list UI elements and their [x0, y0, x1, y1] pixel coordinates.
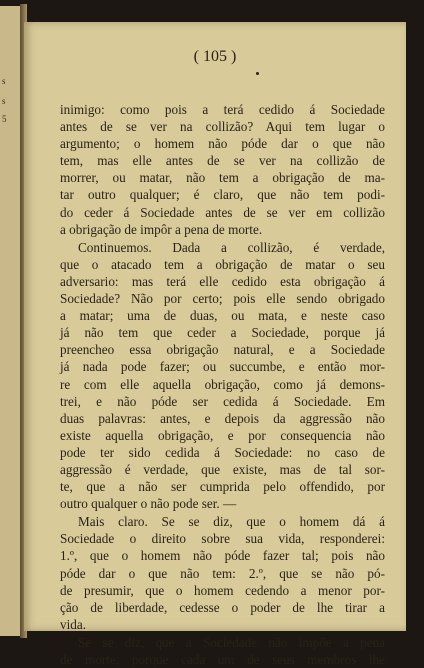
page-body: [60, 101, 385, 668]
text-line: trei, e não póde ser cedida á Sociedade. Em: [60, 393, 385, 409]
text-line: aggressão é verdade, que existe, mas de tal sor-: [60, 461, 385, 477]
text-line: vida.: [60, 616, 87, 632]
text-line: a matar; uma de duas, ou mata, e neste caso: [60, 308, 385, 324]
text-line: de presumir, que o homem cedendo a menor por-: [60, 582, 385, 598]
text-line: adversario: mas terá elle cedido esta obrigação á: [60, 273, 385, 289]
text-line: que o atacado tem a obrigação de matar o seu: [60, 256, 385, 272]
paragraph: [60, 239, 385, 513]
text-line: já nada pode fazer; ou succumbe, e então mor-: [60, 359, 385, 375]
text-line: a obrigação de impôr a pena de morte.: [60, 221, 263, 237]
text-line: preencheo essa obrigação natural, e a Sociedade: [60, 342, 385, 358]
text-line: argumento; o homem não póde dar o que não: [60, 136, 385, 152]
previous-page-mark: 5: [2, 114, 7, 124]
previous-page-mark: s: [2, 96, 6, 106]
text-line: de morte; porque cada um de seus membros lhe: [60, 652, 385, 667]
text-line: ção de liberdade, cedesse o poder de lhe tirar a: [60, 599, 385, 615]
ink-spot: [256, 72, 259, 75]
text-line: pode ter sido cedida á Sociedade: no caso de: [60, 444, 385, 460]
paragraph: [60, 634, 385, 668]
page-number: ( 105 ): [193, 48, 237, 65]
paragraph: [60, 101, 385, 238]
previous-page-edge: [0, 6, 21, 636]
text-line: póde dar o que não tem: 2.º, que se não pó-: [60, 565, 385, 581]
text-line: Se se diz, que a Sociedade não impõe a pena: [78, 634, 385, 650]
text-line: já não tem que ceder a Sociedade, porque já: [60, 325, 385, 341]
book-page: [24, 22, 406, 667]
text-line: inimigo: como pois a terá cedido á Sociedade: [60, 102, 385, 117]
text-line: tem, mas elle antes de se ver na collizão de: [60, 153, 385, 169]
previous-page-mark: s: [2, 76, 6, 86]
text-line: tar outro qualquer; é claro, que não tem podi-: [60, 187, 385, 203]
text-line: Sociedade o direito sobre sua vida, responderei:: [60, 531, 385, 547]
text-line: morrer, ou matar, não tem a obrigação de ma-: [60, 170, 385, 186]
text-line: Mais claro. Se se diz, que o homem dá á: [78, 514, 385, 530]
text-line: outro qualquer o não pode ser. —: [60, 496, 237, 512]
text-line: Continuemos. Dada a collizão, é verdade,: [78, 239, 385, 255]
text-line: te, que a não ser cumprida pelo offendido, por: [60, 479, 385, 495]
text-line: duas palavras: antes, e depois da aggressão não: [60, 410, 385, 426]
text-line: do ceder á Sociedade antes de se ver em collizão: [60, 204, 385, 220]
text-line: antes de se ver na collizão? Aqui tem lugar o: [60, 119, 385, 135]
paragraph: [60, 513, 385, 633]
text-line: existe aquella obrigação, e por consequencia não: [60, 427, 385, 443]
text-line: re com elle aquella obrigação, como já demons-: [60, 376, 385, 392]
text-line: 1.º, que o homem não póde fazer tal; pois não: [60, 548, 385, 564]
text-line: Sociedade? Não por certo; pois elle sendo obrigado: [60, 291, 385, 307]
